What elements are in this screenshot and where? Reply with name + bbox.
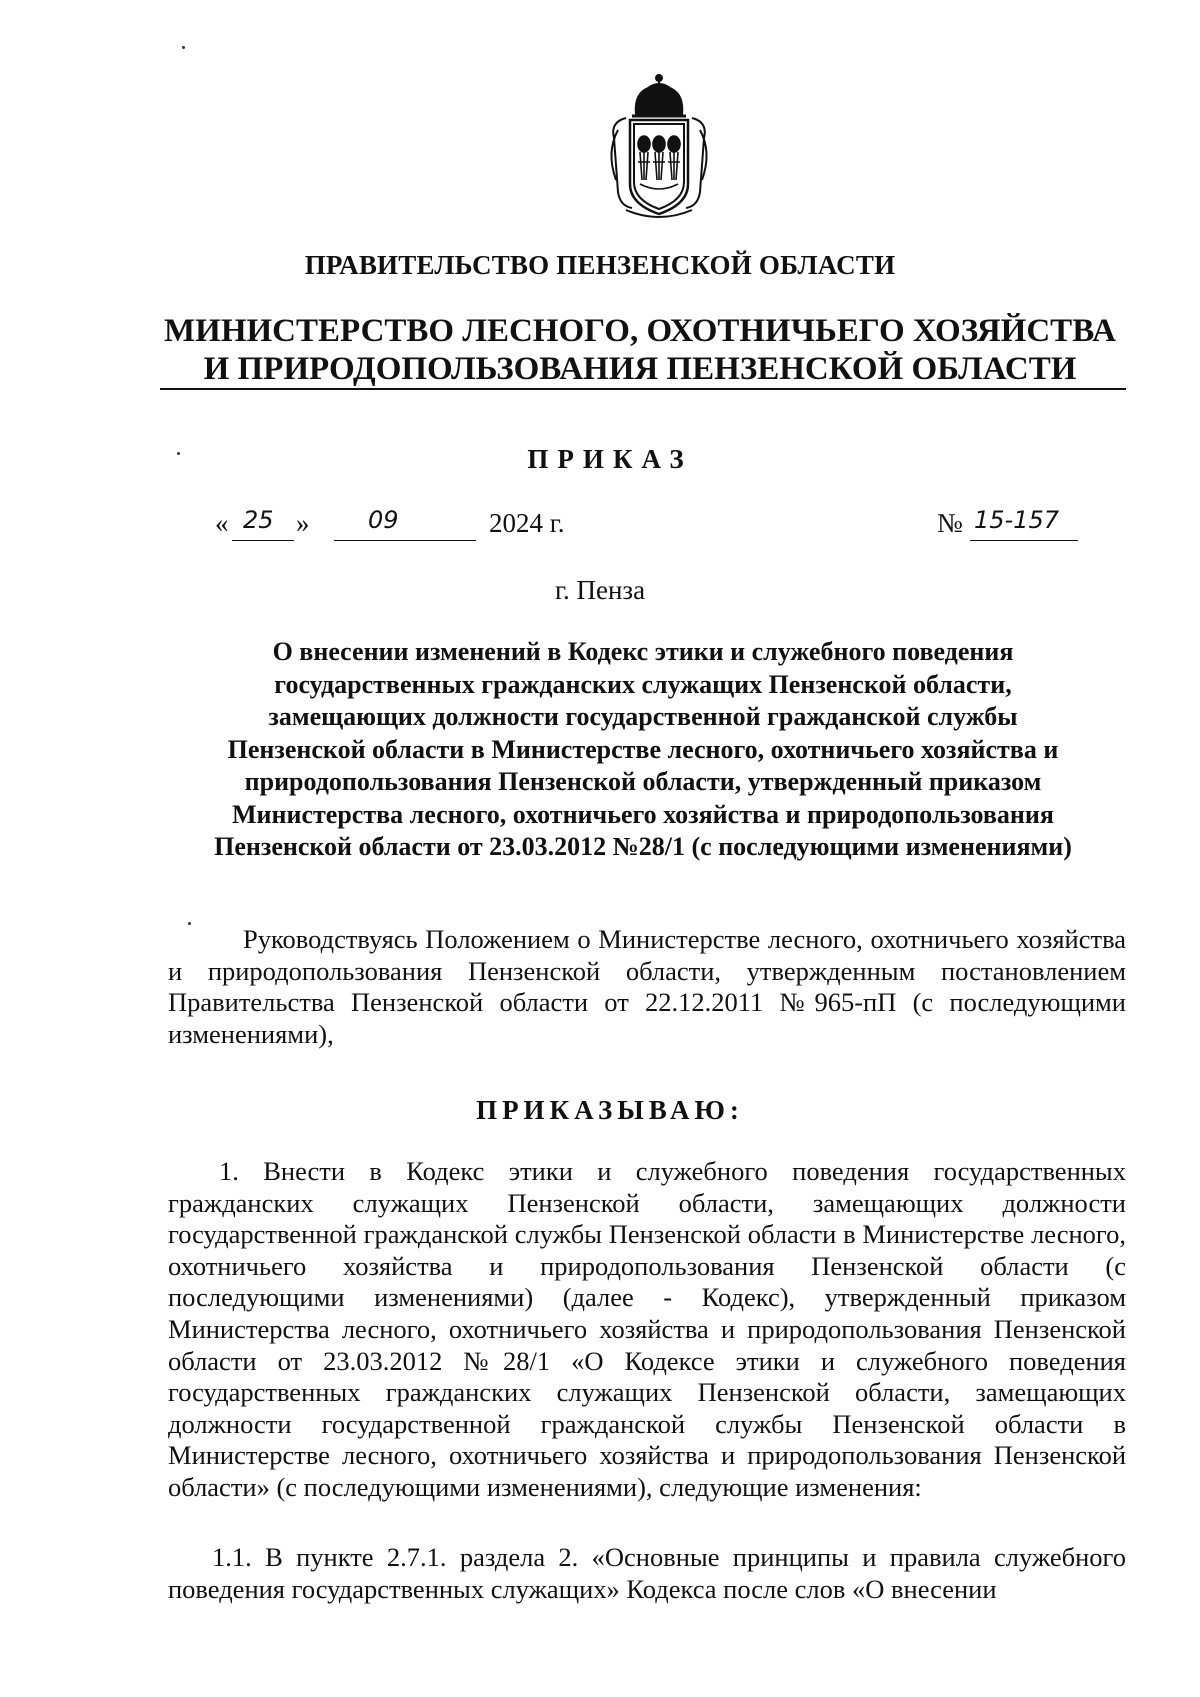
number-underline bbox=[970, 540, 1078, 541]
order-title bbox=[160, 636, 1126, 864]
order-title-line: государственных гражданских служащих Пензенской области, bbox=[274, 669, 1012, 699]
government-name: ПРАВИТЕЛЬСТВО ПЕНЗЕНСКОЙ ОБЛАСТИ bbox=[304, 250, 896, 280]
date-month: 09 bbox=[368, 506, 399, 534]
order-title-line: замещающих должности государственной гражданской службы bbox=[268, 702, 1018, 731]
order-title-line: природопользования Пензенской области, утвержденный приказом bbox=[244, 767, 1042, 796]
order-title-line: Министерства лесного, охотничьего хозяйства и природопользования bbox=[232, 799, 1054, 829]
ministry-name-line2: И ПРИРОДОПОЛЬЗОВАНИЯ ПЕНЗЕНСКОЙ ОБЛАСТИ bbox=[203, 351, 1077, 387]
date-year: 2024 г. bbox=[489, 508, 565, 538]
order-title-line: Пензенской области от 23.03.2012 №28/1 (с последующими изменениями) bbox=[214, 832, 1072, 861]
date-day-underline bbox=[232, 540, 294, 541]
date-close-quote: » bbox=[296, 508, 310, 538]
item-1-1-paragraph: 1.1. В пункте 2.7.1. раздела 2. «Основные принципы и правила служебного поведения государственных служащих» Кодекса после слов «О внесении bbox=[168, 1542, 1126, 1604]
date-month-underline bbox=[334, 540, 476, 541]
date-day: 25 bbox=[243, 506, 274, 534]
date-open-quote: « bbox=[215, 508, 229, 538]
order-title-line: О внесении изменений в Кодекс этики и служебного поведения bbox=[272, 637, 1014, 666]
ministry-name bbox=[160, 312, 1120, 388]
orders-heading: ПРИКАЗЫВАЮ: bbox=[476, 1095, 744, 1125]
order-title-line: Пензенской области в Министерстве лесного, охотничьего хозяйства и bbox=[227, 734, 1059, 764]
coat-of-arms-icon bbox=[596, 72, 722, 222]
scan-speck bbox=[182, 46, 185, 49]
header-divider bbox=[160, 388, 1126, 390]
item-1-paragraph: 1. Внести в Кодекс этики и служебного поведения государственных гражданских служащих Пензенской области, замещающих должности государственной гражданской службы Пензенской области в Министерстве лесного, охотничьего хозяйства и природопользования Пензенской области (с последующими изменениями) (далее - Кодекс), утвержденный приказом Министерства лесного, охотничьего хозяйства и природопользования Пензенской области от 23.03.2012 №28/1 «О Кодексе этики и служебного поведения государственных гражданских служащих Пензенской области, замещающих должности государственной гражданской службы Пензенской области в Министерстве лесного, охотничьего хозяйства и природопользования Пензенской области» (с последующими изменениями), следующие изменения: bbox=[168, 1156, 1126, 1502]
document-type: ПРИКАЗ bbox=[527, 444, 693, 474]
ministry-name-line1: МИНИСТЕРСТВО ЛЕСНОГО, ОХОТНИЧЬЕГО ХОЗЯЙСТВА bbox=[164, 313, 1116, 349]
city: г. Пенза bbox=[554, 575, 646, 605]
number-label: № bbox=[937, 508, 963, 538]
preamble-paragraph: Руководствуясь Положением о Министерстве лесного, охотничьего хозяйства и природопользования Пензенской области, утвержденным постановлением Правительства Пензенской области от 22.12.2011 №965-пП (с последующими изменениями), bbox=[168, 924, 1126, 1049]
number-value: 15-157 bbox=[974, 506, 1060, 534]
